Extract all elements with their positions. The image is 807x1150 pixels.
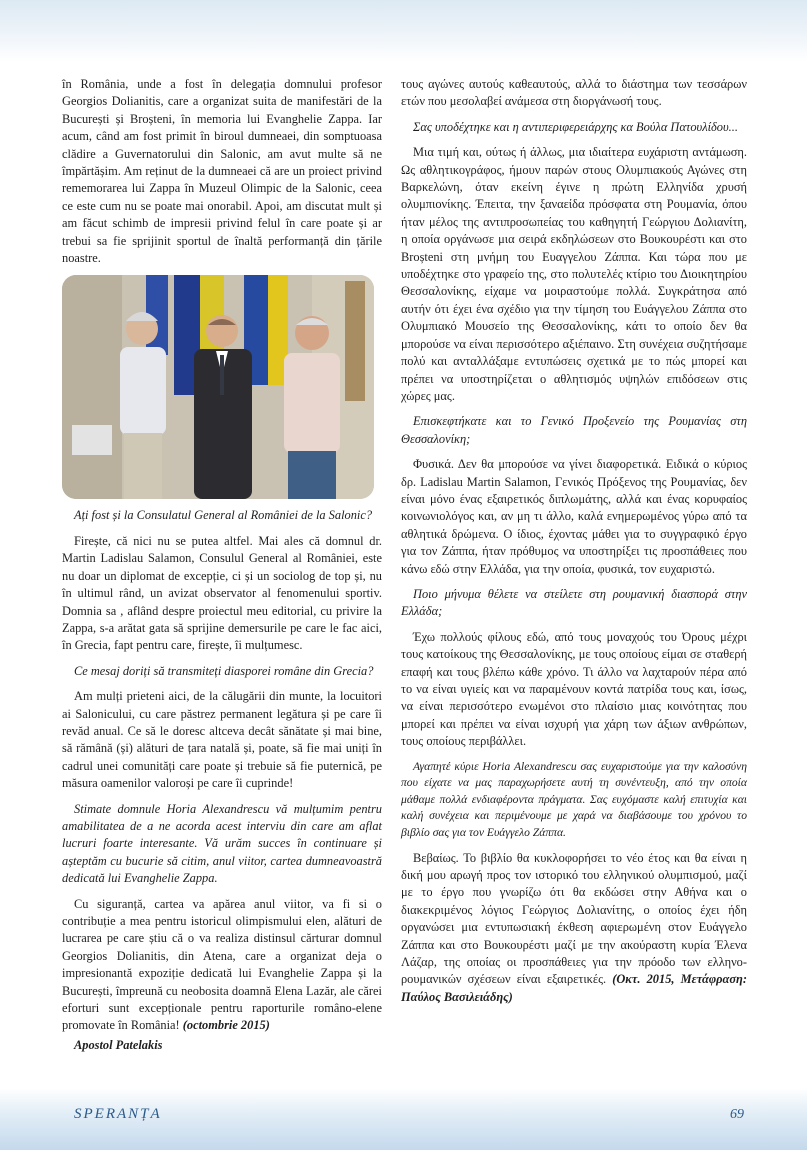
- paragraph: Φυσικά. Δεν θα μπορούσε να γίνει διαφορετικά. Ειδικά ο κύριος δρ. Ladislau Martin Salamon, Γενικός Πρόξενος της Ρουμανίας, δεν είναι μόνο ένας εξαιρετικός διπλωμάτης, αλλά και ένας κορυφαίος κοινωνιολόγος και, αν μη τι άλλο, καλά ενημερωμένος γύρω από τα αθλητικά δρώμενα. Ο ίδιος, έχοντας μάθει για το συγγραφικό έργο για τον Ζάππα, ήταν πρόθυμος να υποστηρίξει τις προσπάθειες που κάνω εδώ στην Ελλάδα, για την οποία, φυσικά, τον ευχαριστώ.: [401, 457, 747, 576]
- translation-credit: (Οκτ. 2015, Μετάφραση: Παύλος Βασιλειάδης): [401, 972, 747, 1004]
- page-number: 69: [730, 1107, 744, 1122]
- question: Ați fost și la Consulatul General al României de la Salonic?: [74, 508, 373, 523]
- paragraph-text: Βεβαίως. Το βιβλίο θα κυκλοφορήσει το νέο έτος και θα είναι η δική μου αρωγή προς τον ιστορικό του ελληνικού ολυμπισμού, μαζί με το έργο που γνωρίζω ότι θα εκδώσει στην Αθήνα και ο διακεκριμένος λόγιος Γεώργιος Δολιανίτης, ο οποίος έχει ήδη οργανώσει μια εντυπωσιακή έκθεση αφιερωμένη στον Ευάγγελο Ζάππα και στο Βουκουρέστι μαζί με την ακούραστη κυρία Έλενα Λάζαρ, της οποίας οι προσπάθειες για την πρόοδο των ελληνο-ρουμανικών σχέσεων είναι εξαιρετικές.: [401, 850, 747, 987]
- paragraph: [62, 896, 382, 1035]
- question: Σας υποδέχτηκε και η αντιπεριφερειάρχης κα Βούλα Πατουλίδου...: [413, 119, 738, 134]
- author-signature: Apostol Patelakis: [74, 1037, 163, 1052]
- paragraph: Έχω πολλούς φίλους εδώ, από τους μοναχούς του Όρους μέχρι τους κατοίκους της Θεσσαλονίκης, με τους οποίους είμαι σε σταθερή επαφή και τους βλέπω κάθε χρόνο. Τι άλλο να λαχταρούν πέρα από το να είναι υγιείς και να παραμένουν κοντά πατρίδα τους και, ίσως, να είναι περισσότερο ενωμένοι στο πλαίσιο μιας κοινότητας που μπορεί και πρέπει να είναι ισχυρή για χάρη των άξιων ανθρώπων, τους οποίους περιβάλλει.: [401, 629, 747, 749]
- question: Ce mesaj doriți să transmiteți diasporei române din Grecia?: [74, 663, 374, 678]
- question: Αγαπητέ κύριε Horia Alexandrescu σας ευχαριστούμε για την καλοσύνη που είχατε να μας παραχωρήσετε αυτή τη συνέντευξη, από την οποία μάθαμε πολλά ενδιαφέροντα πράγματα. Σας ευχόμαστε καλή επιτυχία και καλή συνέχεια και περιμένουμε με χαρά να διαβάσουμε του χρόνου το βιβλίο σας για τον Ευάγγελο Ζάππα.: [401, 759, 747, 839]
- date-note: (octombrie 2015): [182, 1018, 270, 1033]
- paragraph: Μια τιμή και, ούτως ή άλλως, μια ιδιαίτερα ευχάριστη αντάμωση. Ως αθλητικογράφος, ήμουν παρών στους Ολυμπιακούς Αγώνες στη Βαρκελώνη, όταν εκείνη έγινε η πρώτη Ελληνίδα χρυσή ολυμπιονίκης. Έπειτα, την ξαναείδα πρόσφατα στη Ρουμανία, όπου ήταν μέλος της αντιπροσωπείας του καθηγητή Γεώργιου Δολιανίτη, η οποία οργάνωσε μια σειρά εκδηλώσεων στο Βουκουρέστι και στο Broșteni στη μνήμη του Ευαγγελου Ζάππα. Και τώρα που με υποδέχτηκε στο γραφείο της, στο πολυτελές κτίριο του Διοικητηρίου Θεσσαλονίκης, είχαμε να μοιραστούμε πολλά. Συγκράτησα από αυτήν ότι έχει ένα σχέδιο για την τίμηση του Ευάγγελου Ζάππα στο Ολυμπιακό Μουσείο της Θεσσαλονίκης, κάτι το οποίο δεν θα μπορούσε να είναι περισσότερο αξιέπαινο. Στη συνέχεια συζητήσαμε πολύ και ανταλλάξαμε εντυπώσεις σχετικά με το πώς μπορεί και πρέπει να υποστηρίζεται ο αθλητισμός υψηλών επιδόσεων στις χώρες μας.: [401, 145, 747, 403]
- right-column-greek: [401, 76, 747, 1014]
- magazine-name: SPERANȚA: [74, 1106, 162, 1122]
- question: Ποιο μήνυμα θέλετε να στείλετε στη ρουμανική διασπορά στην Ελλάδα;: [401, 586, 747, 619]
- paragraph: τους αγώνες αυτούς καθεαυτούς, αλλά το διάστημα των τεσσάρων ετών που μεσολαβεί ανάμεσα στη διοργάνωσή τους.: [401, 77, 747, 109]
- paragraph-text: Cu siguranță, cartea va apărea anul viitor, va fi si o contribuție a mea pentru istoricul olimpismului elen, alături de lucrarea pe care știu că o va realiza distinsul cărturar domnul Georgios Dolianitis, din Atena, care a organizat deja o impresionantă expoziție dedicată lui Evanghelie Zappa și la București, împreună cu neobosita doamnă Elena Lazăr, ale cărei eforturi sunt excepționale pentru raporturile româno-elene promovate în România!: [62, 896, 382, 1033]
- paragraph: Am mulți prieteni aici, de la călugării din munte, la locuitori ai Salonicului, cu care păstrez permanent legătura și pe care îi revăd anual. Ce să le doresc altceva decât sănătate și mai bine, să rămână (și) alături de țara natală și, poate, să fie mai uniți în cadrul unei comunități care poate și trebuie să fie puternică, pe măsura oamenilor valoroși pe care îi cuprinde!: [62, 689, 382, 791]
- paragraph: [401, 850, 747, 1007]
- paragraph: în România, unde a fost în delegația domnului profesor Georgios Dolianitis, care a organizat suita de manifestări de la București și Broșteni, în memoria lui Evanghelie Zappa. Iar acum, când am fost primit în biroul dumneaei, din somptuoasa clădire a Guvernatorului din Salonic, am avut multe să ne împărtășim. Am reținut de la dumneaei că are un proiect privind rememorarea lui Zappa în Muzeul Olimpic de la Salonic, ceea ce este cum nu se poate mai onorabil. Apoi, am discutat mult și am făcut schimb de impresii privind felul în care poate și ar trebui sa fie sprijinit sportul de înaltă performanță din țările noastre.: [62, 77, 382, 266]
- photo-three-men: [62, 275, 374, 499]
- question: Stimate domnule Horia Alexandrescu vă mulțumim pentru amabilitatea de a ne acorda acest interviu din care am aflat lucruri foarte interesante. Vă urăm succes în continuare și așteptăm cu bucurie să citim, anul viitor, cartea dumneavoastră dedicată lui Evanghelie Zappa.: [62, 801, 382, 886]
- left-column-romanian: [62, 76, 382, 1062]
- question: Επισκεφτήκατε και το Γενικό Προξενείο της Ρουμανίας στη Θεσσαλονίκη;: [401, 414, 747, 446]
- paragraph: Firește, că nici nu se putea altfel. Mai ales că domnul dr. Martin Ladislau Salamon, Consulul General al României, este nu doar un diplomat de excepție, ci și un sociolog de top și, nu în ultimul rând, un avizat observator al fenomenului sportiv. Domnia sa , aflând despre proiectul meu editorial, cu privire la Zappa, s-a arătat gata să sprijine demersurile pe care le fac aici, în Grecia, fapt pentru care, firește, îi mulțumesc.: [62, 533, 382, 653]
- header-band: [0, 0, 807, 62]
